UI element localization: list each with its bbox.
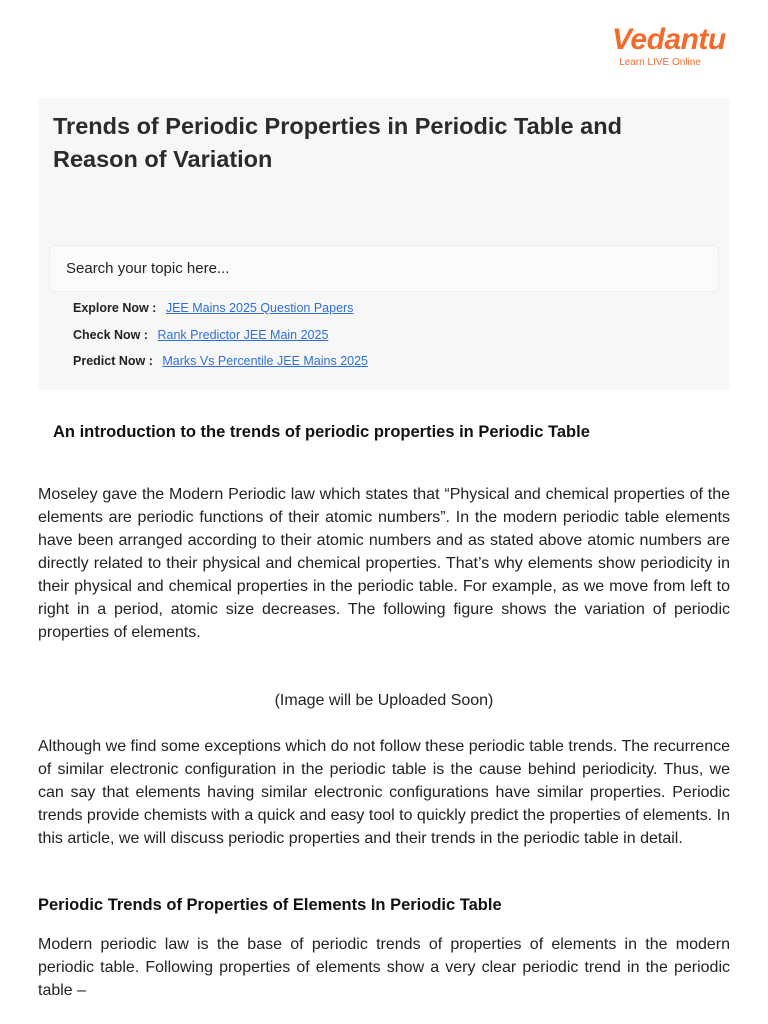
periodic-trends-heading: Periodic Trends of Properties of Elements In Periodic Table	[38, 896, 502, 914]
check-now-row	[73, 327, 328, 343]
explore-now-label: Explore Now :	[73, 301, 157, 315]
explore-now-row	[73, 300, 353, 316]
jee-mains-question-papers-link[interactable]: JEE Mains 2025 Question Papers	[165, 301, 354, 315]
intro-paragraph-2: Although we find some exceptions which do not follow these periodic table trends. The recurrence of similar electronic configuration in the periodic table is the cause behind periodicity. Thus, we can say that elements having similar electronic configurations have similar properties. Periodic trends provide chemists with a quick and easy tool to quickly predict the properties of elements. In this article, we will discuss periodic properties and their trends in the periodic table in detail.	[38, 738, 730, 847]
logo-wordmark: Vedantu	[612, 23, 726, 56]
periodic-trends-paragraph: Modern periodic law is the base of periodic trends of properties of elements in the modern periodic table. Following properties of elements show a very clear periodic trend in the periodic table –	[38, 936, 730, 999]
search-placeholder: Search your topic here...	[66, 260, 230, 277]
page-title: Trends of Periodic Properties in Periodic Table and Reason of Variation	[53, 113, 622, 172]
search-input[interactable]	[49, 245, 719, 292]
rank-predictor-link[interactable]: Rank Predictor JEE Main 2025	[157, 328, 329, 342]
image-placeholder-note: (Image will be Uploaded Soon)	[274, 692, 494, 709]
intro-paragraph-1: Moseley gave the Modern Periodic law which states that “Physical and chemical properties of the elements are periodic functions of their atomic numbers”. In the modern periodic table elements have been arranged according to their atomic numbers and as stated above atomic numbers are directly related to their physical and chemical properties. That’s why elements show periodicity in their physical and chemical properties in the periodic table. For example, as we move from left to right in a period, atomic size decreases. The following figure shows the variation of periodic properties of elements.	[38, 486, 730, 641]
predict-now-row	[73, 353, 368, 369]
marks-vs-percentile-link[interactable]: Marks Vs Percentile JEE Mains 2025	[162, 354, 368, 368]
check-now-label: Check Now :	[73, 328, 149, 342]
vedantu-logo[interactable]	[612, 23, 726, 69]
predict-now-label: Predict Now :	[73, 354, 153, 368]
intro-heading: An introduction to the trends of periodic properties in Periodic Table	[53, 423, 590, 441]
logo-tagline: Learn LIVE Online	[619, 57, 701, 68]
